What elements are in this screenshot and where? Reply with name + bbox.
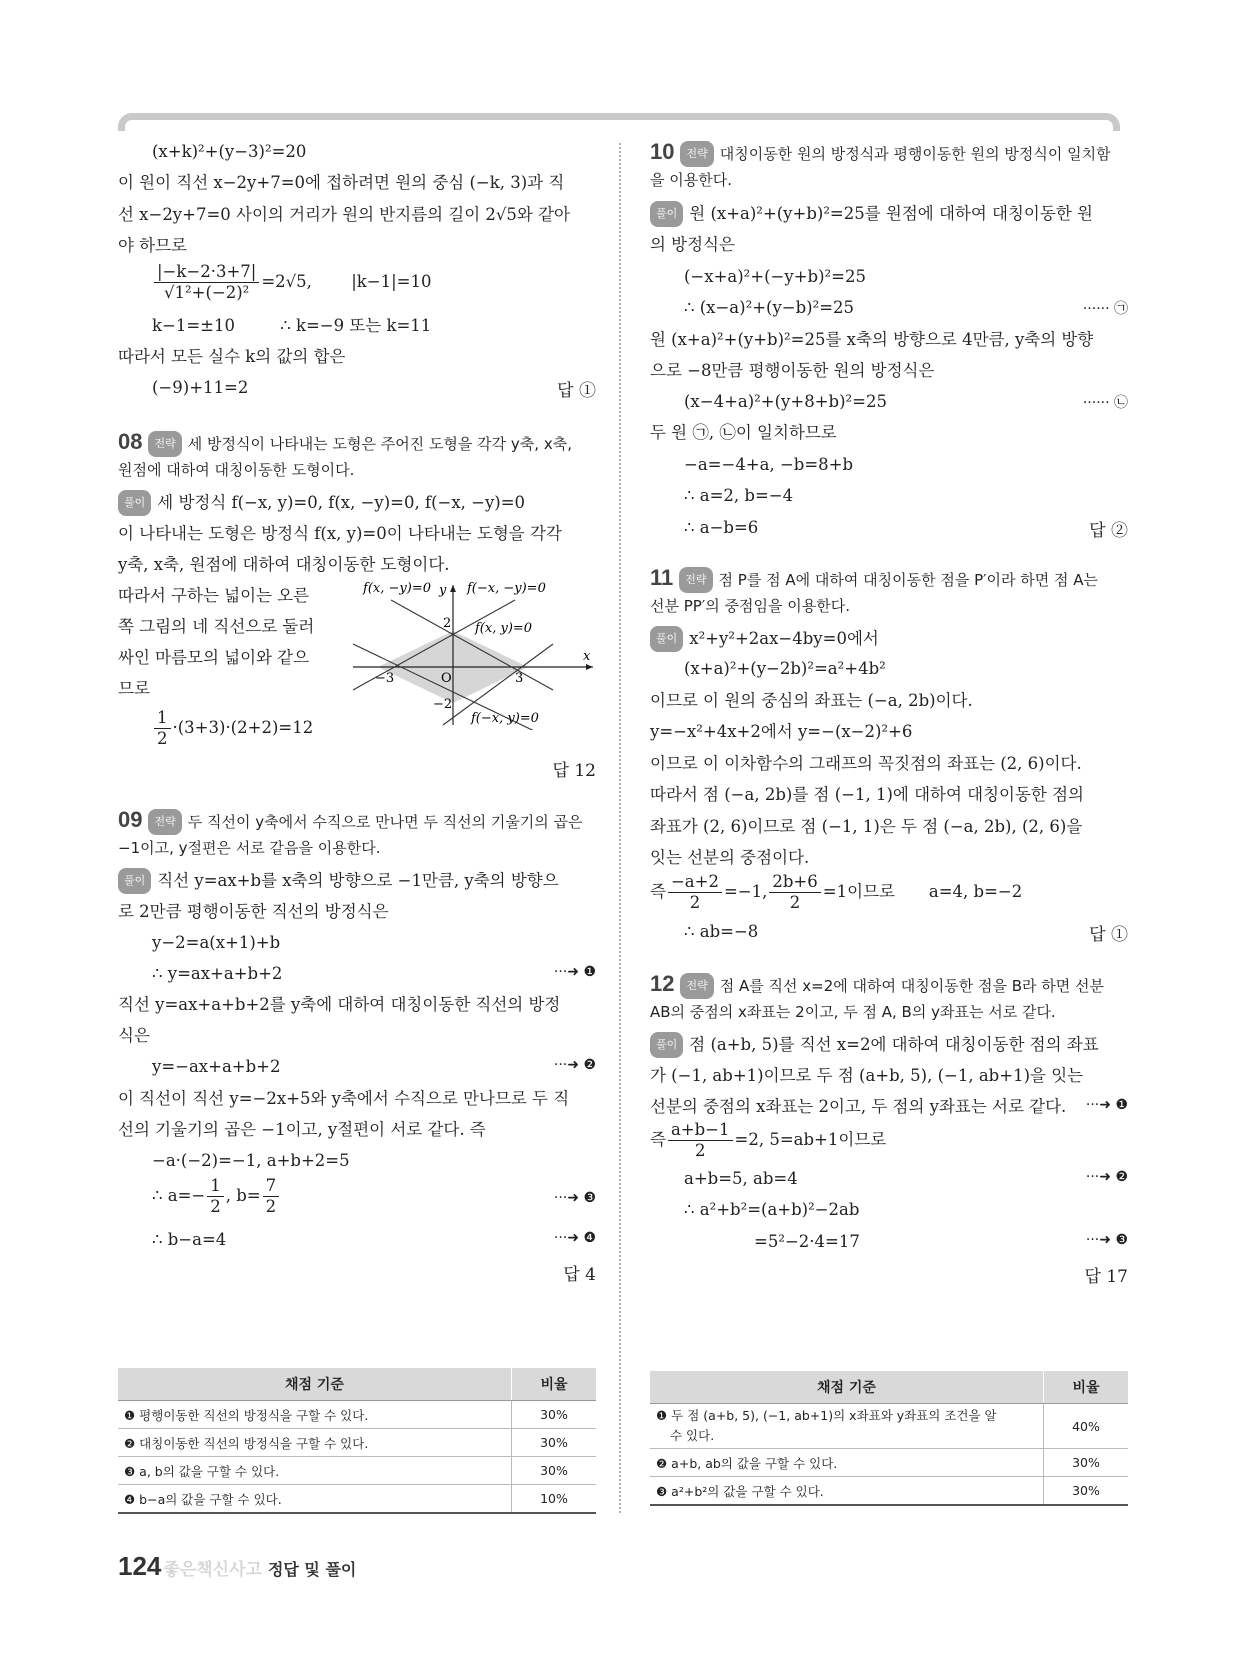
table-row: ❸ a²+b²의 값을 구할 수 있다. 30% [650,1477,1128,1506]
equation-ref-1: ······ ㉠ [1082,301,1128,317]
strategy-line: 선분 PP′의 중점임을 이용한다. [650,597,850,615]
text-line: 이므로 이 원의 중심의 좌표는 (−a, 2b)이다. [650,691,973,710]
table-row: ❸ a, b의 값을 구할 수 있다. 30% [118,1457,596,1485]
eq-line: k−1=±10 ∴ k=−9 또는 k=11 [152,316,432,335]
page-number: 124 [118,1551,162,1581]
section-title: 정답 및 풀이 [267,1560,357,1579]
text-line: 선의 기울기의 곱은 −1이고, y절편이 서로 같다. 즉 [118,1120,486,1139]
text-line: 식은 [118,1026,150,1045]
eq-line: (x+a)²+(y−2b)²=a²+4b² [684,659,886,678]
eq-line: −a=−4+a, −b=8+b [684,455,854,474]
page-footer [118,1551,356,1582]
problem-number: 10 [650,139,675,164]
text-line: 좌표가 (2, 6)이므로 점 (−1, 1)은 두 점 (−a, 2b), (2, 6)을 [650,817,1083,836]
strategy-tag: 전략 [680,141,713,167]
publisher-brand: 좋은책신사고 [163,1560,262,1580]
eq-line: 즉 $\frac{a+b-1}{2}$ =2, 5=ab+1이므로 [650,1120,887,1160]
fraction: $\frac{a+b-1}{2}$ [668,1120,733,1161]
fraction: $\frac{2b+6}{2}$ [769,872,820,913]
text-line: 싸인 마름모의 넓이와 같으 [118,648,310,667]
text-line: 이 나타내는 도형은 방정식 f(x, y)=0이 나타내는 도형을 각각 [118,524,562,543]
problem-number: 11 [650,565,674,590]
eq-line: ∴ a−b=6 [684,518,759,537]
text-line: 으로 −8만큼 평행이동한 원의 방정식은 [650,361,935,380]
text-line: 이므로 이 이차함수의 그래프의 꼭짓점의 좌표는 (2, 6)이다. [650,754,1082,773]
equation-ref-2: ······ ㉡ [1082,395,1128,411]
eq-line: 즉 $\frac{-a+2}{2}$ =−1, $\frac{2b+6}{2}$ =1이므로 a=4, b=−2 [650,872,1023,912]
problem-number: 08 [118,429,143,454]
table-row: ❶ 두 점 (a+b, 5), (−1, ab+1)의 x좌표와 y좌표의 조건을 알 수 있다. 40% [650,1404,1128,1449]
rhombus-graph [343,580,603,730]
step-marker-2: ···➜ ❷ [1085,1169,1128,1185]
problem-number: 12 [650,971,675,996]
eq-line: ∴ (x−a)²+(y−b)²=25 [684,298,855,317]
text-line: 두 원 ㉠, ㉡이 일치하므로 [650,423,837,442]
eq-line: (x+k)²+(y−3)²=20 [152,142,307,161]
strategy-08: 08 전략 세 방정식이 나타내는 도형은 주어진 도형을 각각 y축, x축, [118,430,572,457]
y-arrow-icon [450,585,456,592]
text-line: 따라서 점 (−a, 2b)를 점 (−1, 1)에 대하여 대칭이동한 점의 [650,785,1084,804]
y-axis-label: y [439,583,447,598]
step-marker-3: ···➜ ❸ [553,1190,596,1206]
eq-line: (−x+a)²+(−y+b)²=25 [684,267,866,286]
label-f-x-y: f(x, y)=0 [475,621,533,636]
text-line: 따라서 구하는 넓이는 오른 [118,586,310,605]
area-formula: $\frac{1}{2}$ ·(3+3)·(2+2)=12 [152,708,313,749]
strategy-tag: 전략 [148,809,181,835]
text-line: 직선 y=ax+a+b+2를 y축에 대하여 대칭이동한 직선의 방정 [118,995,561,1014]
answer-12: 답 17 [1084,1267,1128,1287]
table-row: ❷ a+b, ab의 값을 구할 수 있다. 30% [650,1449,1128,1477]
table-row: ❹ b−a의 값을 구할 수 있다. 10% [118,1485,596,1514]
solution-09: 풀이 직선 y=ax+b를 x축의 방향으로 −1만큼, y축의 방향으 [118,868,559,894]
answer-11: 답 ① [1089,925,1128,945]
solution-tag: 풀이 [118,490,151,516]
table-header: 채점 기준 [650,1371,1044,1404]
answer-09: 답 4 [563,1265,596,1285]
table-header: 비율 [1044,1371,1129,1404]
tick-y-neg2: −2 [433,697,453,712]
strategy-10: 10 전략 대칭이동한 원의 방정식과 평행이동한 원의 방정식이 일치함 [650,140,1111,167]
strategy-tag: 전략 [679,567,712,593]
tick-x-neg3: −3 [375,671,395,686]
eq-line: ∴ ab=−8 [684,922,759,941]
scoring-table-09 [118,1368,596,1514]
eq-line: y−2=a(x+1)+b [152,933,281,952]
text-line: 이 직선이 직선 y=−2x+5와 y축에서 수직으로 만나므로 두 직 [118,1089,570,1108]
strategy-12: 12 전략 점 A를 직선 x=2에 대하여 대칭이동한 점을 B라 하면 선분 [650,972,1104,999]
strategy-line: 을 이용한다. [650,171,732,189]
text-line: y축, x축, 원점에 대하여 대칭이동한 도형이다. [118,555,450,574]
solution-10: 풀이 원 (x+a)²+(y+b)²=25를 원점에 대하여 대칭이동한 원 [650,201,1093,227]
table-row: ❷ 대칭이동한 직선의 방정식을 구할 수 있다. 30% [118,1429,596,1457]
distance-formula: $\frac{|-k-2\cdot 3+7|}{\text{√1²+(−2)²}}$ =2√5, |k−1|=10 [152,262,431,303]
eq-line: ∴ a²+b²=(a+b)²−2ab [684,1200,860,1219]
solution-tag: 풀이 [650,626,683,652]
text-line: 선 x−2y+7=0 사이의 거리가 원의 반지름의 길이 2√5와 같아 [118,205,570,224]
eq-line: =5²−2·4=17 [754,1232,860,1251]
table-header: 비율 [512,1368,597,1401]
step-marker-3: ···➜ ❸ [1085,1232,1128,1248]
text-line: 야 하므로 [118,236,188,255]
text-line: 므로 [118,679,150,698]
label-f-neg-x-neg-y: f(−x, −y)=0 [467,581,546,596]
column-divider [619,143,621,1513]
strategy-11: 11 전략 점 P를 점 A에 대하여 대칭이동한 점을 P′이라 하면 점 A는 [650,566,1098,593]
solution-08: 풀이 세 방정식 f(−x, y)=0, f(x, −y)=0, f(−x, −y)=0 [118,490,525,516]
eq-line: ∴ y=ax+a+b+2 [152,964,283,983]
text-line: 쪽 그림의 네 직선으로 둘러 [118,617,315,636]
step-marker-2: ···➜ ❷ [553,1057,596,1073]
step-marker-1: ···➜ ❶ [1085,1097,1128,1113]
strategy-09: 09 전략 두 직선이 y축에서 수직으로 만나면 두 직선의 기울기의 곱은 [118,808,583,835]
text-line: 의 방정식은 [650,235,735,254]
text-line: 잇는 선분의 중점이다. [650,848,810,867]
eq-line: ∴ a=− $\frac{1}{2}$ , b= $\frac{7}{2}$ [152,1176,281,1217]
strategy-line: AB의 중점의 x좌표는 2이고, 두 점 A, B의 y좌표는 서로 같다. [650,1003,1056,1021]
text-line: 선분의 중점의 x좌표는 2이고, 두 점의 y좌표는 서로 같다. [650,1097,1067,1116]
text-line: y=−x²+4x+2에서 y=−(x−2)²+6 [650,722,913,741]
scoring-table-12 [650,1371,1128,1506]
answer-07: 답 ① [557,381,596,401]
eq-line: ∴ b−a=4 [152,1230,227,1249]
text-line: 이 원이 직선 x−2y+7=0에 접하려면 원의 중심 (−k, 3)과 직 [118,173,565,192]
solution-12: 풀이 점 (a+b, 5)를 직선 x=2에 대하여 대칭이동한 점의 좌표 [650,1032,1099,1058]
fraction: $\frac{7}{2}$ [263,1176,280,1217]
fraction: $\frac{-a+2}{2}$ [668,872,722,913]
strategy-line: 원점에 대하여 대칭이동한 도형이다. [118,461,355,479]
eq-line: (−9)+11=2 [152,378,249,397]
label-f-x-neg-y: f(x, −y)=0 [363,581,431,596]
step-marker-1: ···➜ ❶ [553,964,596,980]
problem-number: 09 [118,807,143,832]
strategy-line: −1이고, y절편은 서로 같음을 이용한다. [118,839,381,857]
eq-line: y=−ax+a+b+2 [152,1057,281,1076]
eq-line: ∴ a=2, b=−4 [684,486,794,505]
label-f-neg-x-y: f(−x, y)=0 [471,711,539,726]
text-line: 로 2만큼 평행이동한 직선의 방정식은 [118,902,389,921]
text-line: 가 (−1, ab+1)이므로 두 점 (a+b, 5), (−1, ab+1)을 잇는 [650,1066,1084,1085]
table-header: 채점 기준 [118,1368,512,1401]
origin-label: O [441,671,452,686]
fraction: $\frac{|-k-2\cdot 3+7|}{\text{√1²+(−2)²}}$ [154,262,259,303]
text-line: 원 (x+a)²+(y+b)²=25를 x축의 방향으로 4만큼, y축의 방향 [650,330,1094,349]
fraction: $\frac{1}{2}$ [207,1176,224,1217]
step-marker-4: ···➜ ❹ [553,1230,596,1246]
fraction: $\frac{1}{2}$ [154,708,171,749]
text-line: 따라서 모든 실수 k의 값의 합은 [118,347,346,366]
eq-line: −a·(−2)=−1, a+b+2=5 [152,1151,350,1170]
table-row: ❶ 평행이동한 직선의 방정식을 구할 수 있다. 30% [118,1401,596,1429]
solution-11: 풀이 x²+y²+2ax−4by=0에서 [650,626,879,652]
answer-10: 답 ② [1089,521,1128,541]
tick-y-2: 2 [443,616,452,631]
solution-tag: 풀이 [650,1032,683,1058]
x-axis-label: x [583,649,591,664]
page-top-frame [118,113,1120,131]
strategy-tag: 전략 [148,431,181,457]
x-arrow-icon [586,664,593,670]
eq-line: a+b=5, ab=4 [684,1169,798,1188]
strategy-tag: 전략 [680,973,713,999]
eq-line: (x−4+a)²+(y+8+b)²=25 [684,392,887,411]
solution-tag: 풀이 [650,201,683,227]
tick-x-3: 3 [515,671,524,686]
solution-tag: 풀이 [118,868,151,894]
answer-08: 답 12 [552,761,596,781]
